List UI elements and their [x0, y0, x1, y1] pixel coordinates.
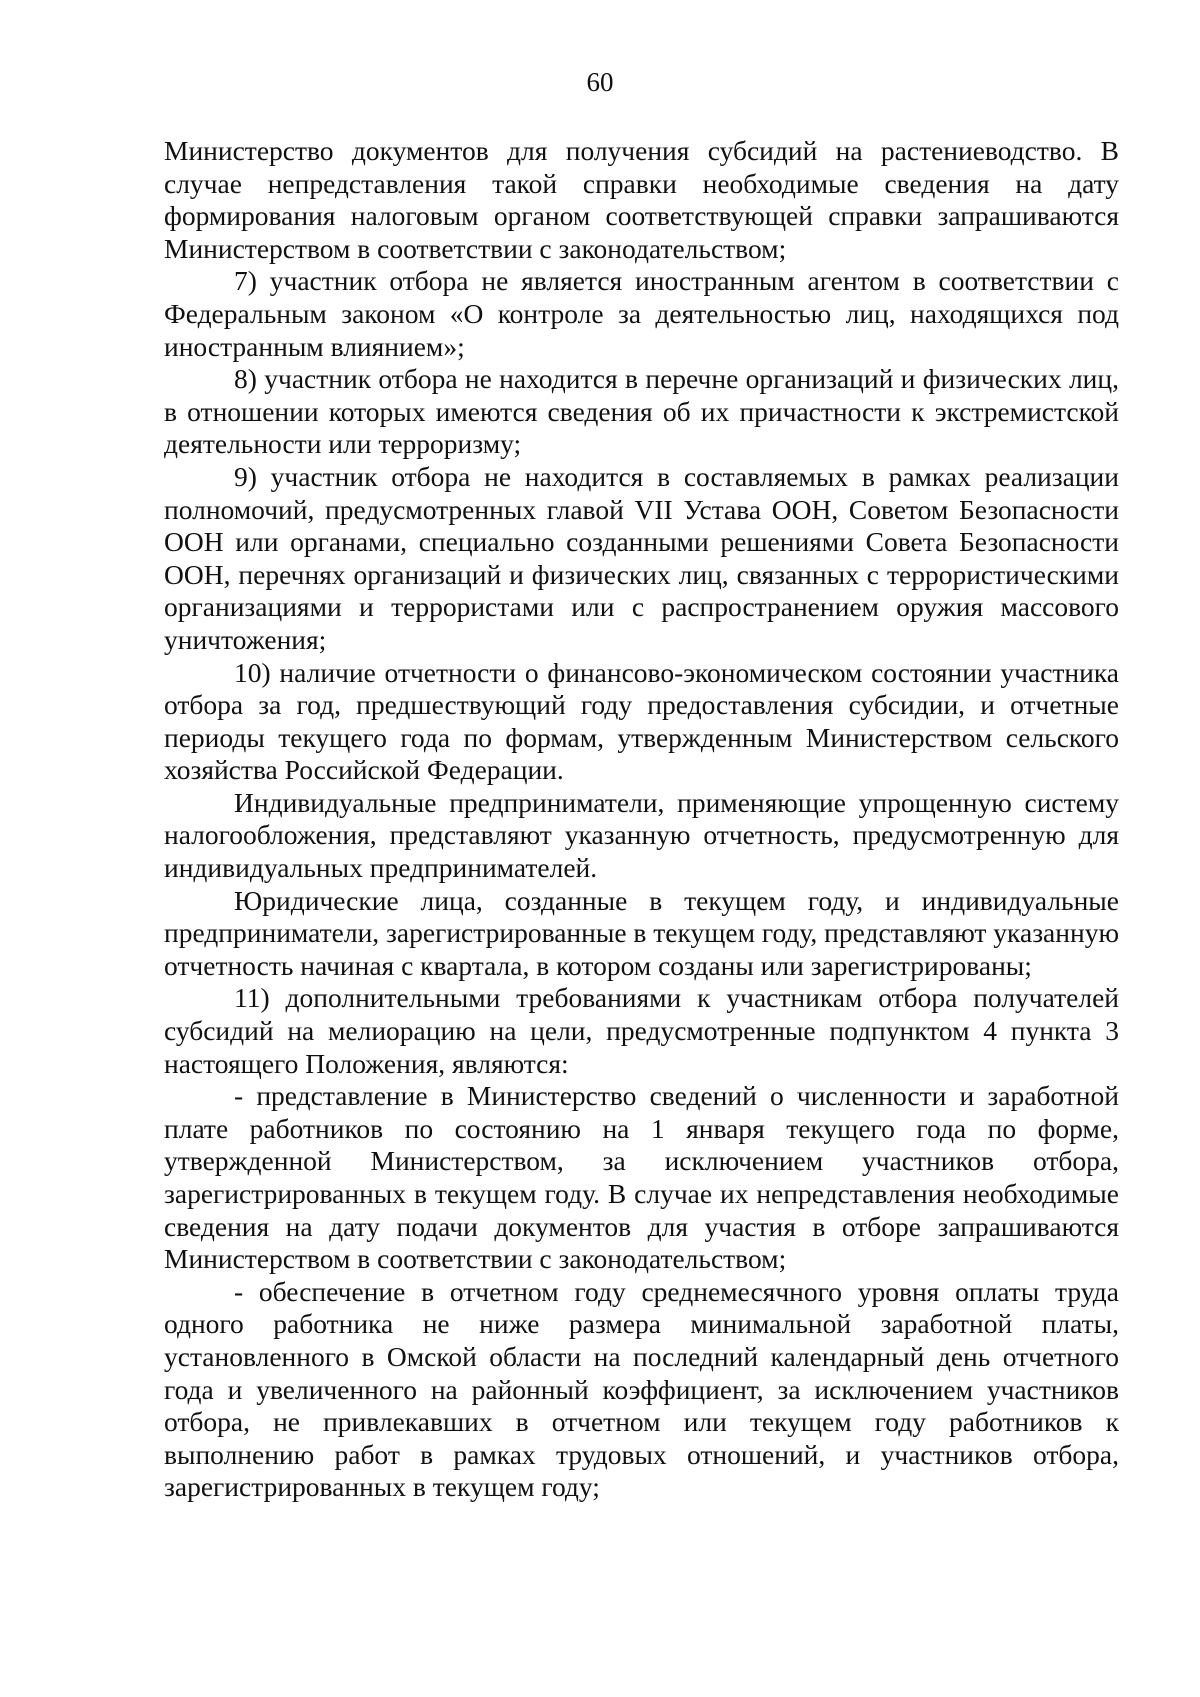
paragraph-item-7: 7) участник отбора не является иностранным агентом в соответствии с Федеральным законом «О контроле за деятельностью лиц, находящихся под иностранным влиянием»;: [164, 265, 1119, 362]
paragraph-individual-entrepreneurs: Индивидуальные предприниматели, применяющие упрощенную систему налогообложения, представляют указанную отчетность, предусмотренную для индивидуальных предпринимателей.: [164, 786, 1119, 884]
page-number: 60: [586, 67, 614, 97]
paragraph-legal-entities: Юридические лица, созданные в текущем году, и индивидуальные предприниматели, зарегистрированные в текущем году, представляют указанную отчетность начиная с квартала, в котором созданы или зарегистрированы;: [164, 884, 1119, 981]
paragraph-item-9: 9) участник отбора не находится в составляемых в рамках реализации полномочий, предусмотренных главой VII Устава ООН, Советом Безопасности ООН или органами, специально созданными решениями Совета Безопасности ООН, перечнях организаций и физических лиц, связанных с террористическими организациями и террористами или с распространением оружия массового уничтожения;: [164, 460, 1119, 655]
paragraph-bullet-staff-info: - представление в Министерство сведений о численности и заработной плате работников по состоянию на 1 января текущего года по форме, утвержденной Министерством, за исключением участников отбора, зарегистрированных в текущем году. В случае их непредставления необходимые сведения на дату подачи документов для участия в отборе запрашиваются Министерством в соответствии с законодательством;: [164, 1080, 1119, 1275]
document-body: [164, 135, 1119, 1504]
paragraph-item-11: 11) дополнительными требованиями к участникам отбора получателей субсидий на мелиорацию на цели, предусмотренные подпунктом 4 пункта 3 настоящего Положения, являются:: [164, 982, 1119, 1079]
paragraph-item-8: 8) участник отбора не находится в перечне организаций и физических лиц, в отношении которых имеются сведения об их причастности к экстремистской деятельности или терроризму;: [164, 363, 1119, 460]
paragraph-bullet-wage-level: - обеспечение в отчетном году среднемесячного уровня оплаты труда одного работника не ниже размера минимальной заработной платы, установленного в Омской области на последний календарный день отчетного года и увеличенного на районный коэффициент, за исключением участников отбора, не привлекавших в отчетном или текущем году работников к выполнению работ в рамках трудовых отношений, и участников отбора, зарегистрированных в текущем году;: [164, 1275, 1119, 1503]
paragraph-continuation: Министерство документов для получения субсидий на растениеводство. В случае непредставления такой справки необходимые сведения на дату формирования налоговым органом соответствующей справки запрашиваются Министерством в соответствии с законодательством;: [164, 135, 1119, 264]
paragraph-item-10: 10) наличие отчетности о финансово-экономическом состоянии участника отбора за год, предшествующий году предоставления субсидии, и отчетные периоды текущего года по формам, утвержденным Министерством сельского хозяйства Российской Федерации.: [164, 656, 1119, 786]
